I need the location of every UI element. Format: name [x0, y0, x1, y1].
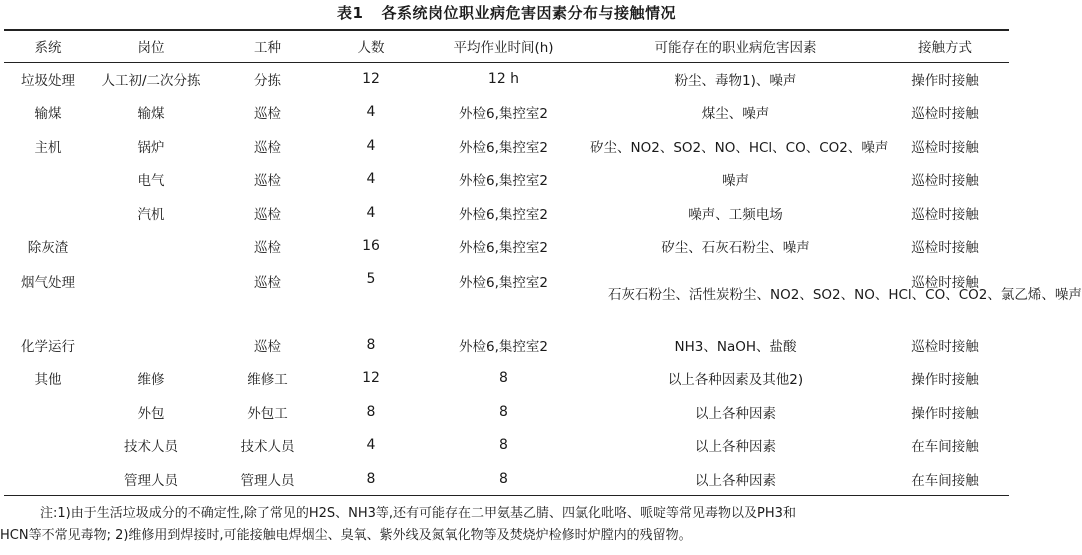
cell-post: 维修 [137, 372, 165, 389]
header-post: 岗位 [137, 40, 165, 57]
table-caption [0, 2, 1013, 24]
cell-post [92, 230, 210, 264]
cell-hazards: 噪声、工频电场 [688, 206, 783, 223]
cell-count: 4 [366, 137, 376, 154]
table-row [4, 462, 1009, 496]
table-row [4, 395, 1009, 429]
cell-system: 其他 [34, 372, 62, 389]
cell-post: 电气 [137, 173, 165, 190]
header-job: 工种 [254, 40, 281, 57]
cell-contact: 巡检时接触 [911, 106, 979, 123]
cell-job: 分拣 [254, 73, 281, 89]
table-notes [0, 503, 1005, 547]
table-container [4, 29, 1082, 496]
cell-job: 维修工 [247, 372, 288, 389]
cell-time: 外检6,集控室2 [459, 139, 548, 156]
table-row [4, 230, 1009, 264]
cell-job: 巡检 [254, 275, 281, 291]
cell-post: 外包 [137, 405, 165, 422]
cell-hazards: 噪声 [722, 173, 749, 190]
cell-count: 4 [366, 104, 376, 121]
header-count: 人数 [357, 40, 385, 57]
cell-job: 巡检 [254, 240, 281, 257]
cell-contact: 巡检时接触 [911, 139, 979, 156]
cell-job: 巡检 [254, 106, 281, 123]
cell-time: 8 [499, 470, 508, 487]
header-time: 平均作业时间(h) [453, 40, 554, 57]
cell-time: 外检6,集控室2 [459, 240, 548, 257]
cell-system: 化学运行 [21, 338, 75, 355]
cell-post: 管理人员 [124, 472, 178, 489]
cell-time: 8 [499, 437, 508, 454]
cell-hazards: 石灰石粉尘、活性炭粉尘、NO2、SO2、NO、HCl、CO、CO2、氯乙烯、噪声 [608, 287, 1082, 303]
cell-time: 外检6,集控室2 [459, 173, 548, 190]
cell-post: 汽机 [137, 206, 165, 223]
table-number: 表1 [337, 4, 364, 22]
cell-count: 8 [366, 403, 376, 420]
table-row [4, 263, 1009, 328]
cell-time: 外检6,集控室2 [459, 106, 548, 123]
cell-job: 巡检 [254, 338, 281, 355]
cell-count: 12 [362, 370, 380, 387]
cell-system [4, 429, 92, 463]
cell-system: 垃圾处理 [21, 73, 75, 89]
header-contact: 接触方式 [918, 40, 972, 57]
cell-contact: 巡检时接触 [911, 338, 979, 355]
cell-time: 外检6,集控室2 [459, 338, 548, 355]
cell-system [4, 462, 92, 496]
cell-count: 4 [366, 204, 376, 221]
hazard-table [4, 29, 1082, 496]
header-hazards: 可能存在的职业病危害因素 [654, 40, 817, 57]
cell-job: 外包工 [247, 405, 288, 422]
cell-post [92, 328, 210, 362]
cell-hazards: 以上各种因素及其他2) [667, 372, 804, 389]
cell-time: 外检6,集控室2 [459, 206, 548, 223]
cell-contact: 在车间接触 [911, 472, 979, 489]
cell-system [4, 196, 92, 230]
note-line: HCN等不常见毒物; 2)维修用到焊接时,可能接触电焊烟尘、臭氧、紫外线及氮氧化物等及焚烧炉检修时炉膛内的残留物。 [0, 528, 692, 543]
cell-count: 4 [366, 171, 376, 188]
cell-post [92, 263, 210, 328]
table-row [4, 196, 1009, 230]
cell-time: 12 h [487, 71, 520, 87]
cell-contact: 操作时接触 [911, 405, 979, 422]
header-row [4, 30, 1009, 62]
cell-hazards: 以上各种因素 [695, 439, 776, 456]
cell-hazards: 粉尘、毒物1)、噪声 [674, 73, 797, 89]
cell-count: 16 [362, 238, 380, 255]
cell-count: 5 [366, 271, 376, 287]
cell-hazards: 矽尘、石灰石粉尘、噪声 [661, 240, 810, 257]
cell-post: 技术人员 [124, 439, 178, 456]
cell-job: 巡检 [254, 139, 281, 156]
cell-system [4, 163, 92, 197]
table-row [4, 96, 1009, 130]
cell-job: 技术人员 [240, 439, 295, 456]
cell-time: 8 [499, 370, 508, 387]
table-title: 各系统岗位职业病危害因素分布与接触情况 [381, 4, 676, 22]
table-row [4, 163, 1009, 197]
cell-job: 管理人员 [240, 472, 295, 489]
cell-job: 巡检 [254, 206, 281, 223]
table-row [4, 328, 1009, 362]
cell-hazards: 矽尘、NO2、SO2、NO、HCl、CO、CO2、噪声 [590, 139, 889, 156]
cell-post: 锅炉 [137, 139, 165, 156]
cell-hazards: 煤尘、噪声 [701, 106, 770, 123]
cell-contact: 巡检时接触 [911, 206, 979, 223]
table-row [4, 429, 1009, 463]
cell-post: 人工初/二次分拣 [101, 73, 201, 89]
cell-contact: 在车间接触 [911, 439, 979, 456]
note-line: 注:1)由于生活垃圾成分的不确定性,除了常见的H2S、NH3等,还有可能存在二甲氨基乙腈、四氯化吡咯、哌啶等常见毒物以及PH3和 [40, 506, 796, 521]
cell-time: 8 [499, 403, 508, 420]
cell-system: 烟气处理 [21, 275, 75, 291]
cell-contact: 巡检时接触 [911, 275, 979, 291]
table-row [4, 129, 1009, 163]
cell-contact: 操作时接触 [911, 73, 979, 89]
cell-count: 4 [366, 437, 376, 454]
table-row [4, 362, 1009, 396]
cell-hazards: NH3、NaOH、盐酸 [674, 338, 797, 355]
cell-post: 输煤 [137, 106, 165, 123]
cell-contact: 操作时接触 [911, 372, 979, 389]
cell-hazards: 以上各种因素 [695, 405, 776, 422]
cell-contact: 巡检时接触 [911, 173, 979, 190]
cell-hazards: 以上各种因素 [695, 472, 776, 489]
table-row [4, 62, 1009, 96]
header-system: 系统 [34, 40, 62, 57]
cell-count: 8 [366, 470, 376, 487]
cell-count: 8 [366, 336, 376, 353]
cell-job: 巡检 [254, 173, 281, 190]
cell-system: 除灰渣 [27, 240, 69, 257]
cell-system: 输煤 [34, 106, 62, 123]
cell-count: 12 [362, 71, 380, 87]
cell-system [4, 395, 92, 429]
cell-system: 主机 [34, 139, 62, 156]
cell-contact: 巡检时接触 [911, 240, 979, 257]
cell-time: 外检6,集控室2 [459, 275, 548, 291]
